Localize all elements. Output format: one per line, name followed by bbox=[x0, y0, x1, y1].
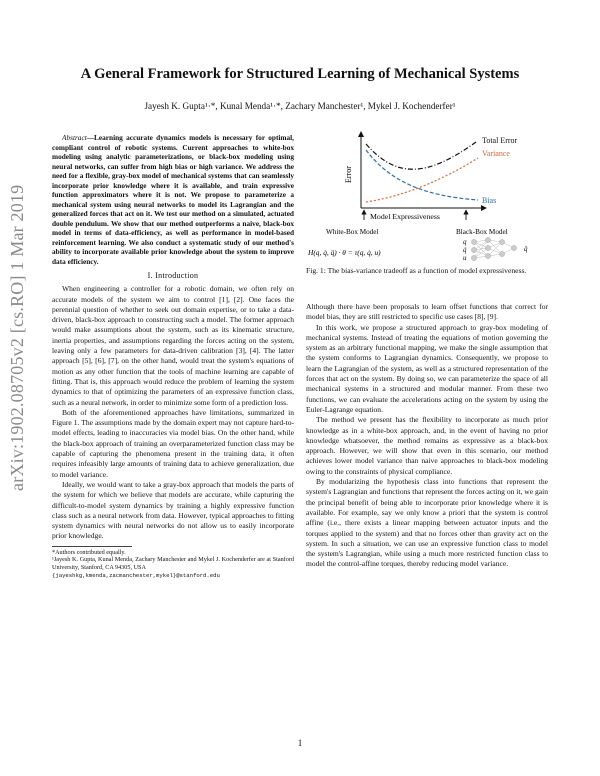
footnote-affiliation: ¹Jayesh K. Gupta, Kunal Menda, Zachary Manchester and Mykel J. Kochenderfer are at Stanford University, Stanford, CA 94305, USA bbox=[52, 556, 294, 571]
nn-output-qddot: q̈ bbox=[524, 245, 528, 253]
author-list: Jayesh K. Gupta¹·*, Kunal Menda¹·*, Zachary Manchester¹, Mykel J. Kochenderfer¹ bbox=[144, 101, 456, 111]
paragraph: When engineering a controller for a robotic domain, we often rely on accurate models of the system we aim to control [1], [2]. One faces the perennial question of whether to seek out domain expertise, or to take a data-driven, black-box approach to constructing such a model. The former approach would make assumptions about the system, such as its kinematic structure, inertia properties, and assumptions regarding the forces acting on the system, leaving only a few parameters for data-driven calibration [3], [4]. The latter approach [5], [6], [7], on the other hand, would treat the system's equations of motion as any other function that the tools of machine learning are capable of fitting. That is, this approach would reduce the problem of learning the system dynamics to that of optimizing the parameters of an expressive function class, such as a neural network, in order to minimize some form of a prediction loss. bbox=[52, 284, 294, 407]
paragraph: Ideally, we would want to take a gray-box approach that models the parts of the system for which we believe that models are accurate, while capturing the difficult-to-model system dynamics by training a highly expressive function class such as a neural network from data. However, typical approaches to fitting system dynamics with neural networks do not allow us to easily incorporate prior knowledge. bbox=[52, 479, 294, 541]
bias-curve bbox=[366, 150, 478, 200]
left-column bbox=[52, 133, 294, 579]
abstract-label: Abstract bbox=[62, 133, 87, 142]
figure-bias-variance bbox=[306, 128, 548, 263]
nn-input-u: u bbox=[463, 254, 467, 262]
abstract bbox=[52, 133, 294, 266]
abstract-text: —Learning accurate dynamics models is necessary for optimal, compliant control of robotic systems. Current approaches to white-box modeling using analytic parameterizations, or black-box modeling using neural networks, can suffer from high bias or high variance. We address the need for a flexible, gray-box model of mechanical systems that can seamlessly incorporate prior knowledge where it is available, and train expressive function approximators where it is not. We propose to parameterize a mechanical system using neural networks to model its Lagrangian and the generalized forces that act on it. We test our method on a simulated, actuated double pendulum. We show that our method outperforms a naive, black-box model in terms of data-efficiency, as well as performance in model-based reinforcement learning. We also conduct a systematic study of our method's ability to incorporate available prior knowledge about the system to improve data efficiency. bbox=[52, 133, 294, 266]
footnotes bbox=[52, 549, 294, 579]
section-heading-introduction: I. Introduction bbox=[147, 271, 199, 280]
paragraph: Both of the aforementioned approaches have limitations, summarized in Figure 1. The assumptions made by the domain expert may not capture hard-to-model effects, leading to inaccuracies via model bias. On the other hand, while the black-box approach of training an overparameterized function class may be capable of capturing the phenomena present in the training data, it often requires infeasibly large amounts of training data to achieve generalization, due to model variance. bbox=[52, 407, 294, 479]
variance-label: Variance bbox=[482, 149, 510, 158]
nn-input-qdot: q̇ bbox=[463, 246, 467, 254]
page-number: 1 bbox=[297, 738, 303, 748]
figure-caption: Fig. 1: The bias-variance tradeoff as a function of model expressiveness. bbox=[306, 266, 527, 275]
x-axis-label: Model Expressiveness bbox=[370, 212, 440, 221]
bias-label: Bias bbox=[482, 196, 497, 205]
nn-input-q: q bbox=[463, 238, 467, 246]
paragraph: In this work, we propose a structured approach to gray-box modeling of mechanical systems. Instead of treating the equations of motion governing the system as an arbitrary functional mapping, we make the single assumption that the system conforms to Lagrangian dynamics. Consequently, we propose to learn the Lagrangian of the system, as well as a structured representation of the forces that act on the system. By doing so, we can parameterize the space of all mechanical systems in a structured and modular manner. From these two functions, we can evaluate the accelerations acting on the system by using the Euler-Lagrange equation. bbox=[306, 322, 548, 414]
arxiv-identifier: arXiv:1902.08705v2 [cs.RO] 1 Mar 2019 bbox=[7, 184, 27, 491]
y-axis-label: Error bbox=[344, 166, 353, 183]
paragraph: By modularizing the hypothesis class into functions that represent the system's Lagrangian and functions that represent the forces acting on it, we gain the principal benefit of being able to incorporate prior knowledge where it is available. For example, say we only know a priori that the system is control affine (i.e., there exists a linear mapping between actuator inputs and the torques applied to the system) and that no forces other than gravity act on the system. In such a situation, we can use an expressive function class to model the system's Lagrangian, while using a much more restricted function class to model the control-affine torques, thereby reducing model variance. bbox=[306, 477, 548, 569]
variance-curve bbox=[366, 158, 478, 202]
footnote-emails: {jayeshkg,kmenda,zacmanchester,mykel}@stanford.edu bbox=[52, 571, 220, 579]
right-column bbox=[306, 302, 548, 570]
paragraph: Although there have been proposals to learn offset functions that correct for model bias, they are still restricted to specific use cases [8], [9]. bbox=[306, 302, 548, 322]
total-error-label: Total Error bbox=[482, 136, 518, 145]
total-error-curve bbox=[366, 142, 476, 169]
paper-title: A General Framework for Structured Learning of Mechanical Systems bbox=[80, 66, 520, 82]
paragraph: The method we present has the flexibility to incorporate as much prior knowledge as in a white-box approach, and, in the event of having no prior knowledge whatsoever, the method remains as expressive as a black-box approach. However, we will show that even in this scenario, our method achieves lower model variance than naive approaches to black-box modeling owing to the constraints of physical compliance. bbox=[306, 415, 548, 476]
footnote-equal-contribution: *Authors contributed equally. bbox=[52, 548, 126, 556]
footnote-rule bbox=[52, 546, 132, 547]
white-box-label: White-Box Model bbox=[326, 228, 379, 236]
black-box-label: Black-Box Model bbox=[456, 228, 508, 236]
white-box-equation: H(q, q̇, q̈) · θ = τ(q, q̇, u) bbox=[308, 248, 381, 257]
neural-network-icon bbox=[471, 237, 516, 260]
